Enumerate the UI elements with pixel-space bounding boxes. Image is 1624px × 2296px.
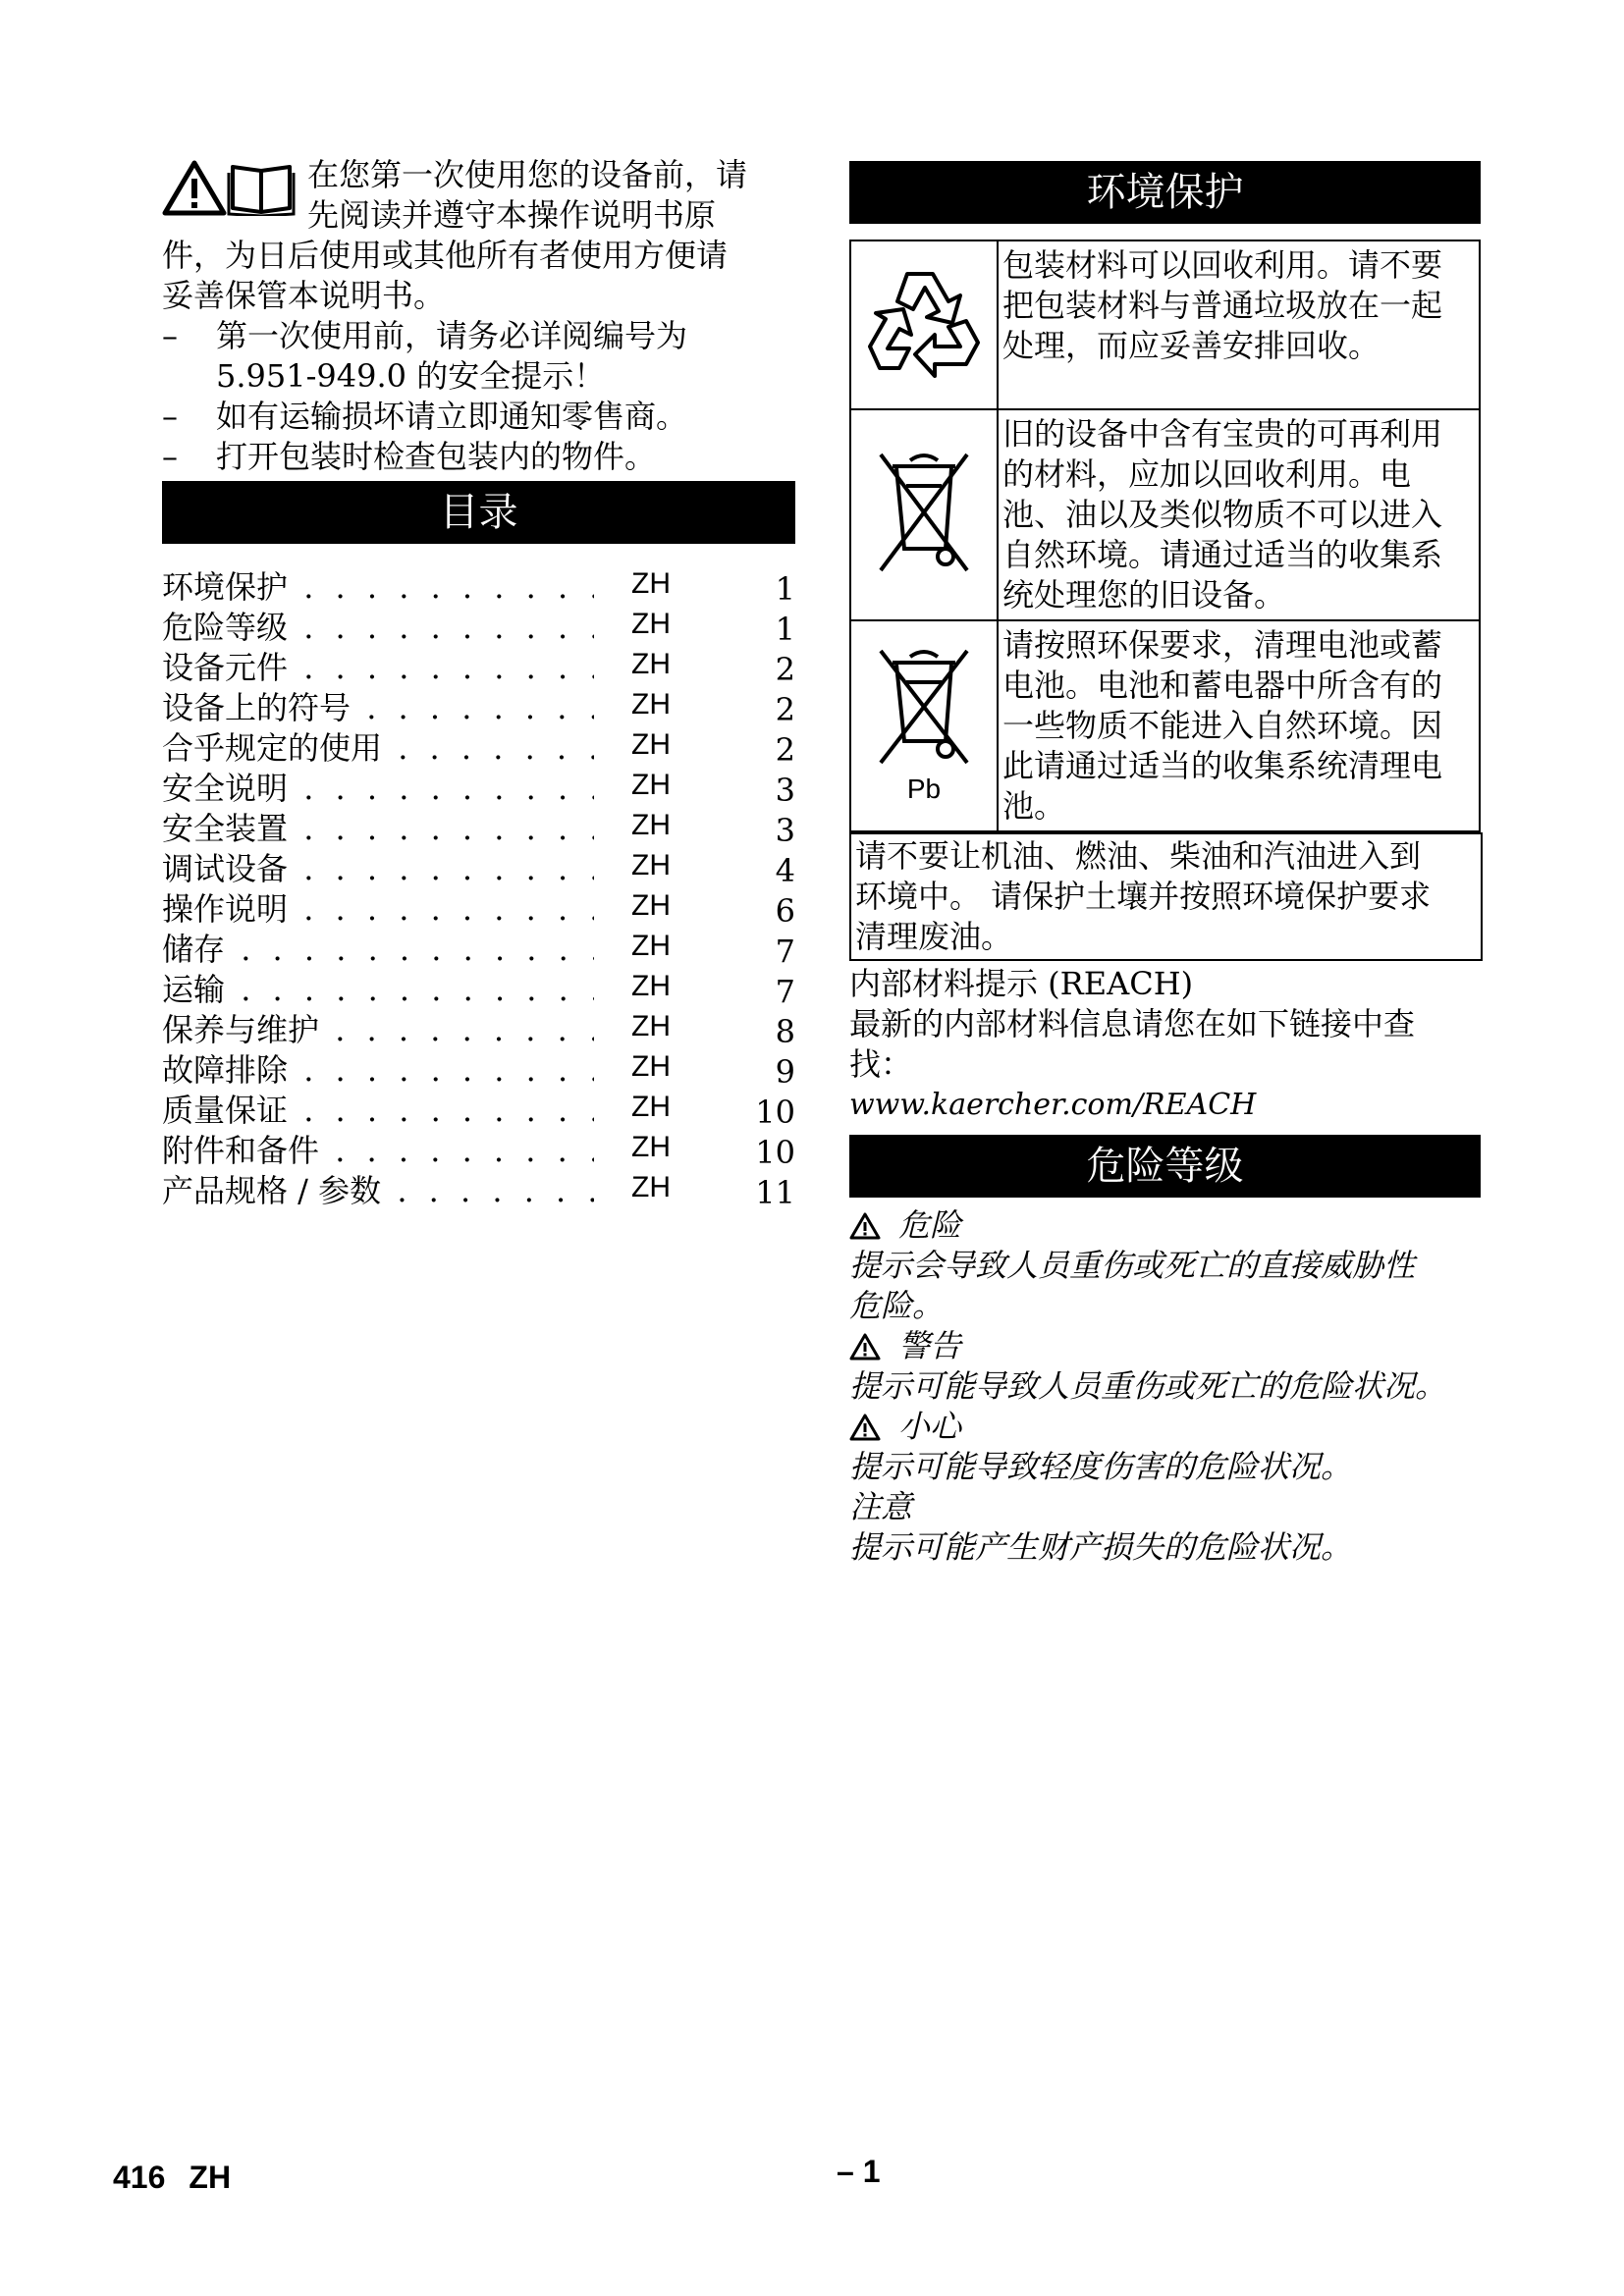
bullet-dash: – bbox=[162, 438, 178, 475]
toc-lang: ZH bbox=[631, 1091, 671, 1123]
toc-lang: ZH bbox=[631, 930, 671, 962]
toc-page: 1 bbox=[775, 570, 795, 608]
toc-title: 运输 . . . bbox=[162, 970, 594, 1010]
signal-word-note bbox=[849, 1487, 1481, 1527]
text-line: 请按照环保要求，清理电池或蓄 bbox=[1002, 626, 1443, 664]
warning-line: 先阅读并遵守本操作说明书原 bbox=[307, 196, 717, 234]
toc-lang: ZH bbox=[631, 567, 671, 600]
warning-line: 件，为日后使用或其他所有者使用方便请 bbox=[162, 237, 729, 274]
page-footer bbox=[113, 2160, 254, 2196]
toc-entry[interactable] bbox=[162, 688, 795, 728]
text-cell bbox=[998, 620, 1480, 831]
note-description: 提示可能产生财产损失的危险状况。 bbox=[849, 1528, 1353, 1566]
text-line: 电池。电池和蓄电器中所含有的 bbox=[1002, 667, 1443, 704]
text-line: 处理，而应妥善安排回收。 bbox=[1002, 327, 1380, 364]
toc-page: 10 bbox=[755, 1094, 795, 1131]
text-line: 池、油以及类似物质不可以进入 bbox=[1002, 496, 1443, 533]
toc-page: 7 bbox=[775, 973, 795, 1010]
pb-label: Pb bbox=[906, 773, 942, 804]
warning-triangle-icon bbox=[849, 1212, 881, 1240]
toc-heading: 目录 bbox=[162, 481, 795, 544]
toc-page: 3 bbox=[775, 772, 795, 809]
oil-notice-box bbox=[849, 832, 1483, 961]
toc-title: 环境保护 . . . bbox=[162, 567, 594, 608]
icon-cell bbox=[850, 409, 998, 620]
text-cell bbox=[998, 409, 1480, 620]
toc-page: 9 bbox=[775, 1053, 795, 1091]
text-line: 把包装材料与普通垃圾放在一起 bbox=[1002, 287, 1443, 324]
toc-entry[interactable] bbox=[162, 970, 795, 1010]
toc-entry[interactable] bbox=[162, 1091, 795, 1131]
recycle-icon bbox=[864, 266, 984, 380]
toc-lang: ZH bbox=[631, 728, 671, 761]
danger-description: 提示会导致人员重伤或死亡的直接威胁性 bbox=[849, 1247, 1416, 1284]
danger-heading: 危险等级 bbox=[849, 1135, 1481, 1198]
toc-page: 2 bbox=[775, 691, 795, 728]
toc-page: 4 bbox=[775, 852, 795, 889]
toc-lang: ZH bbox=[631, 1171, 671, 1203]
toc-lang: ZH bbox=[631, 889, 671, 922]
icon-cell bbox=[850, 620, 998, 831]
reach-link[interactable]: www.kaercher.com/REACH bbox=[849, 1088, 1257, 1122]
bullet-text bbox=[216, 316, 687, 397]
toc-lang: ZH bbox=[631, 648, 671, 680]
table-of-contents bbox=[162, 567, 795, 1211]
toc-entry[interactable] bbox=[162, 930, 795, 970]
warning-triangle-icon bbox=[162, 159, 227, 216]
toc-page: 8 bbox=[775, 1013, 795, 1050]
reach-section bbox=[849, 964, 1481, 1125]
table-row bbox=[850, 240, 1480, 409]
warning-text bbox=[307, 155, 795, 236]
toc-title: 设备上的符号 . . . bbox=[162, 688, 594, 728]
toc-title: 合乎规定的使用 . . . bbox=[162, 728, 594, 769]
warning-line: 妥善保管本说明书。 bbox=[162, 277, 446, 314]
toc-page: 1 bbox=[775, 611, 795, 648]
toc-title: 安全说明 . . . bbox=[162, 769, 594, 809]
toc-entry[interactable] bbox=[162, 728, 795, 769]
toc-entry[interactable] bbox=[162, 1010, 795, 1050]
text-line: 清理废油。 bbox=[855, 918, 1013, 955]
toc-title: 保养与维护 . . . bbox=[162, 1010, 594, 1050]
environment-heading: 环境保护 bbox=[849, 161, 1481, 224]
manual-book-icon bbox=[227, 159, 296, 216]
toc-page: 2 bbox=[775, 731, 795, 769]
warning-triangle-icon bbox=[849, 1333, 881, 1361]
bullet-dash: – bbox=[162, 398, 178, 435]
signal-word: 警告 bbox=[898, 1327, 962, 1364]
toc-entry[interactable] bbox=[162, 1050, 795, 1091]
list-item bbox=[162, 437, 795, 477]
toc-title: 安全装置 . . . bbox=[162, 809, 594, 849]
toc-entry[interactable] bbox=[162, 889, 795, 930]
toc-page: 2 bbox=[775, 651, 795, 688]
toc-lang: ZH bbox=[631, 688, 671, 721]
toc-lang: ZH bbox=[631, 1131, 671, 1163]
toc-title: 设备元件 . . . bbox=[162, 648, 594, 688]
reach-title: 内部材料提示 (REACH) bbox=[849, 965, 1194, 1002]
intro-bullet-list bbox=[162, 316, 795, 477]
warning-triangle-icon bbox=[849, 1414, 881, 1441]
text-line: 池。 bbox=[1002, 787, 1066, 825]
section-page-number: – 1 bbox=[837, 2154, 881, 2189]
footer-lang: ZH bbox=[189, 2160, 232, 2195]
toc-entry[interactable] bbox=[162, 1131, 795, 1171]
toc-lang: ZH bbox=[631, 849, 671, 881]
pb-icon-wrap bbox=[877, 643, 971, 810]
text-cell bbox=[998, 240, 1480, 409]
text-line: 统处理您的旧设备。 bbox=[1002, 576, 1286, 614]
reach-line: 最新的内部材料信息请您在如下链接中查 bbox=[849, 1005, 1416, 1042]
toc-lang: ZH bbox=[631, 769, 671, 801]
bullet-line: 5.951-949.0 的安全提示！ bbox=[216, 357, 606, 395]
toc-entry[interactable] bbox=[162, 1171, 795, 1211]
signal-word: 危险 bbox=[898, 1206, 962, 1244]
toc-title: 质量保证 . . . bbox=[162, 1091, 594, 1131]
environment-table bbox=[849, 240, 1481, 832]
list-item bbox=[162, 316, 795, 397]
warning-line: 在您第一次使用您的设备前，请 bbox=[307, 156, 748, 193]
text-line: 的材料，应加以回收利用。电 bbox=[1002, 455, 1412, 493]
bullet-line: 如有运输损坏请立即通知零售商。 bbox=[216, 398, 688, 435]
toc-title: 操作说明 . . . bbox=[162, 889, 594, 930]
toc-lang: ZH bbox=[631, 1050, 671, 1083]
toc-title: 产品规格 / 参数 . . . bbox=[162, 1171, 594, 1211]
warning-icons bbox=[162, 159, 296, 216]
text-line: 此请通过适当的收集系统清理电 bbox=[1002, 747, 1443, 784]
text-line: 自然环境。请通过适当的收集系 bbox=[1002, 536, 1443, 573]
toc-page: 7 bbox=[775, 933, 795, 970]
icon-cell bbox=[850, 240, 998, 409]
toc-title: 储存 . . . bbox=[162, 930, 594, 970]
text-line: 请不要让机油、燃油、柴油和汽油进入到 bbox=[855, 837, 1422, 875]
toc-page: 3 bbox=[775, 812, 795, 849]
table-row bbox=[850, 409, 1480, 620]
toc-entry[interactable] bbox=[162, 567, 795, 608]
text-line: 旧的设备中含有宝贵的可再利用 bbox=[1002, 415, 1443, 453]
toc-lang: ZH bbox=[631, 1010, 671, 1042]
toc-page: 10 bbox=[755, 1134, 795, 1171]
signal-word-danger bbox=[849, 1205, 1481, 1246]
bullet-line: 打开包装时检查包装内的物件。 bbox=[216, 438, 657, 475]
signal-word-caution bbox=[849, 1407, 1481, 1447]
toc-lang: ZH bbox=[631, 970, 671, 1002]
bullet-dash: – bbox=[162, 317, 178, 354]
page-number: 416 bbox=[113, 2160, 166, 2195]
signal-word-warning bbox=[849, 1326, 1481, 1366]
toc-lang: ZH bbox=[631, 608, 671, 640]
text-line: 一些物质不能进入自然环境。因 bbox=[1002, 707, 1443, 744]
signal-word: 注意 bbox=[849, 1488, 913, 1525]
toc-entry[interactable] bbox=[162, 608, 795, 648]
toc-title: 附件和备件 . . . bbox=[162, 1131, 594, 1171]
toc-entry[interactable] bbox=[162, 648, 795, 688]
crossed-bin-pb-icon bbox=[877, 643, 971, 771]
toc-title: 调试设备 . . . bbox=[162, 849, 594, 889]
crossed-bin-icon bbox=[877, 447, 971, 580]
toc-page: 6 bbox=[775, 892, 795, 930]
toc-title: 故障排除 . . . bbox=[162, 1050, 594, 1091]
intro-section bbox=[162, 155, 795, 477]
toc-page: 11 bbox=[755, 1174, 795, 1211]
text-line: 环境中。 请保护土壤并按照环境保护要求 bbox=[855, 878, 1432, 915]
toc-lang: ZH bbox=[631, 809, 671, 841]
list-item bbox=[162, 397, 795, 437]
danger-levels bbox=[849, 1205, 1481, 1568]
toc-title: 危险等级 . . . bbox=[162, 608, 594, 648]
warning-notice bbox=[162, 155, 795, 236]
signal-word: 小心 bbox=[898, 1408, 962, 1445]
reach-line: 找： bbox=[849, 1045, 913, 1083]
danger-description: 危险。 bbox=[849, 1287, 945, 1324]
toc-entry[interactable] bbox=[162, 809, 795, 849]
bullet-line: 第一次使用前，请务必详阅编号为 bbox=[216, 317, 688, 354]
toc-entry[interactable] bbox=[162, 769, 795, 809]
text-line: 包装材料可以回收利用。请不要 bbox=[1002, 246, 1443, 284]
toc-entry[interactable] bbox=[162, 849, 795, 889]
table-row bbox=[850, 620, 1480, 831]
warning-description: 提示可能导致人员重伤或死亡的危险状况。 bbox=[849, 1367, 1447, 1405]
caution-description: 提示可能导致轻度伤害的危险状况。 bbox=[849, 1448, 1353, 1485]
